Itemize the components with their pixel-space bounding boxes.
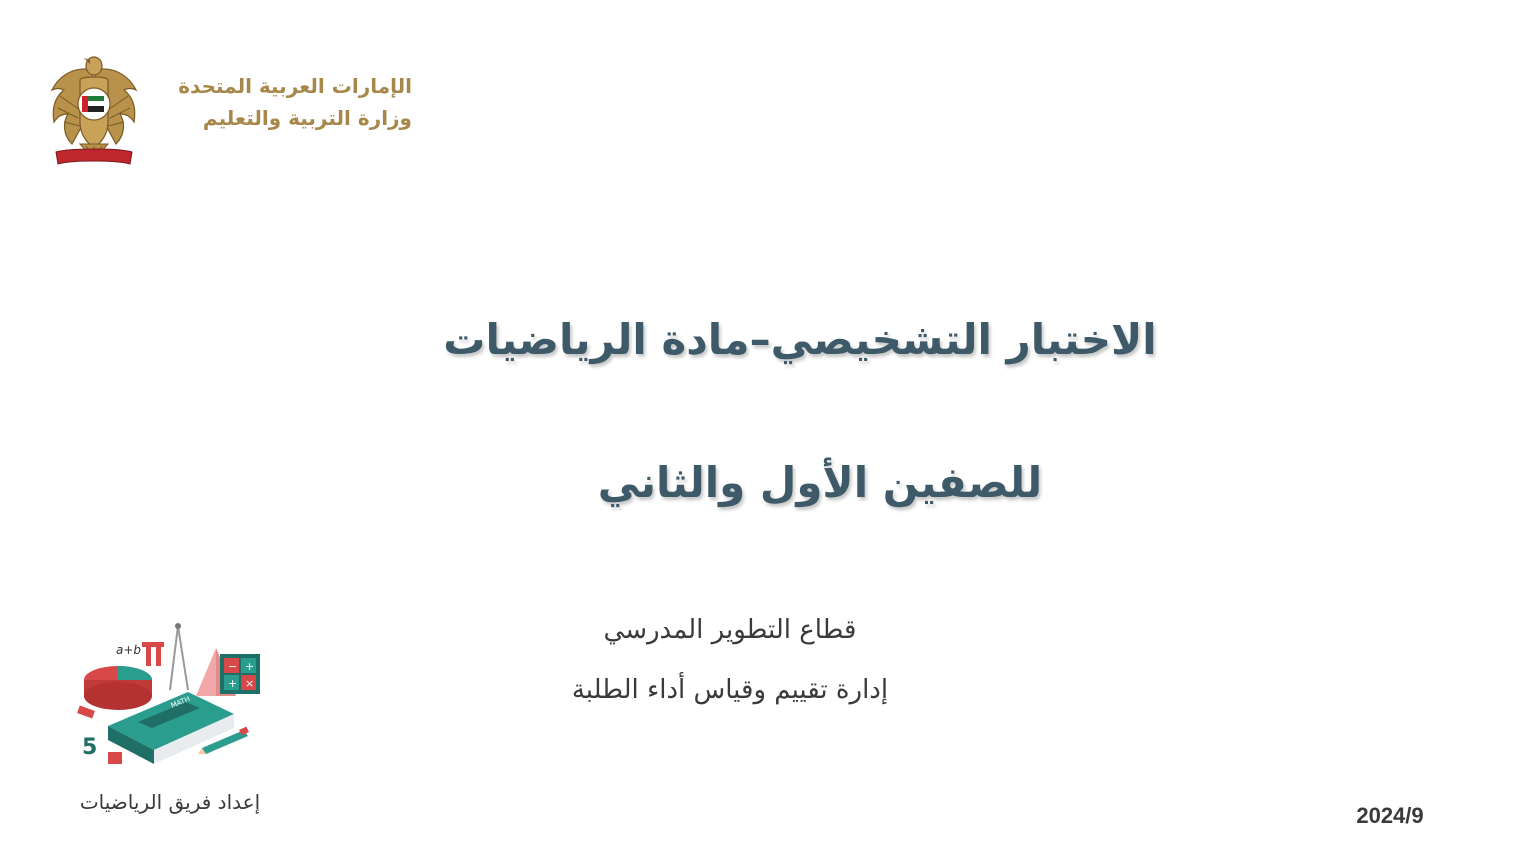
department-name: إدارة تقييم وقياس أداء الطلبة: [571, 675, 889, 705]
ministry-department-line: وزارة التربية والتعليم: [202, 106, 412, 130]
math-book-label: MATH: [169, 695, 192, 710]
page-subtitle: للصفين الأول والثاني: [597, 458, 1043, 507]
sector-name: قطاع التطوير المدرسي: [603, 615, 857, 645]
uae-falcon-emblem-icon: [46, 52, 142, 172]
pi-icon: [142, 642, 164, 666]
page-title: الاختبار التشخيصي–مادة الرياضيات: [443, 315, 1157, 364]
ministry-country-line: الإمارات العربية المتحدة: [178, 74, 412, 98]
date-label: 2024/9: [1356, 803, 1424, 828]
svg-text:×: ×: [245, 677, 255, 690]
formula-label: a+b: [116, 643, 142, 657]
ministry-name: [150, 70, 412, 134]
math-books-illustration-icon: [68, 618, 278, 778]
prepared-by-label: إعداد فريق الرياضيات: [79, 790, 261, 814]
calculator-icon: [220, 654, 260, 694]
svg-text:+: +: [228, 677, 238, 690]
svg-text:+: +: [245, 660, 255, 673]
svg-text:−: −: [228, 660, 238, 673]
digit-label: 5: [82, 735, 98, 760]
